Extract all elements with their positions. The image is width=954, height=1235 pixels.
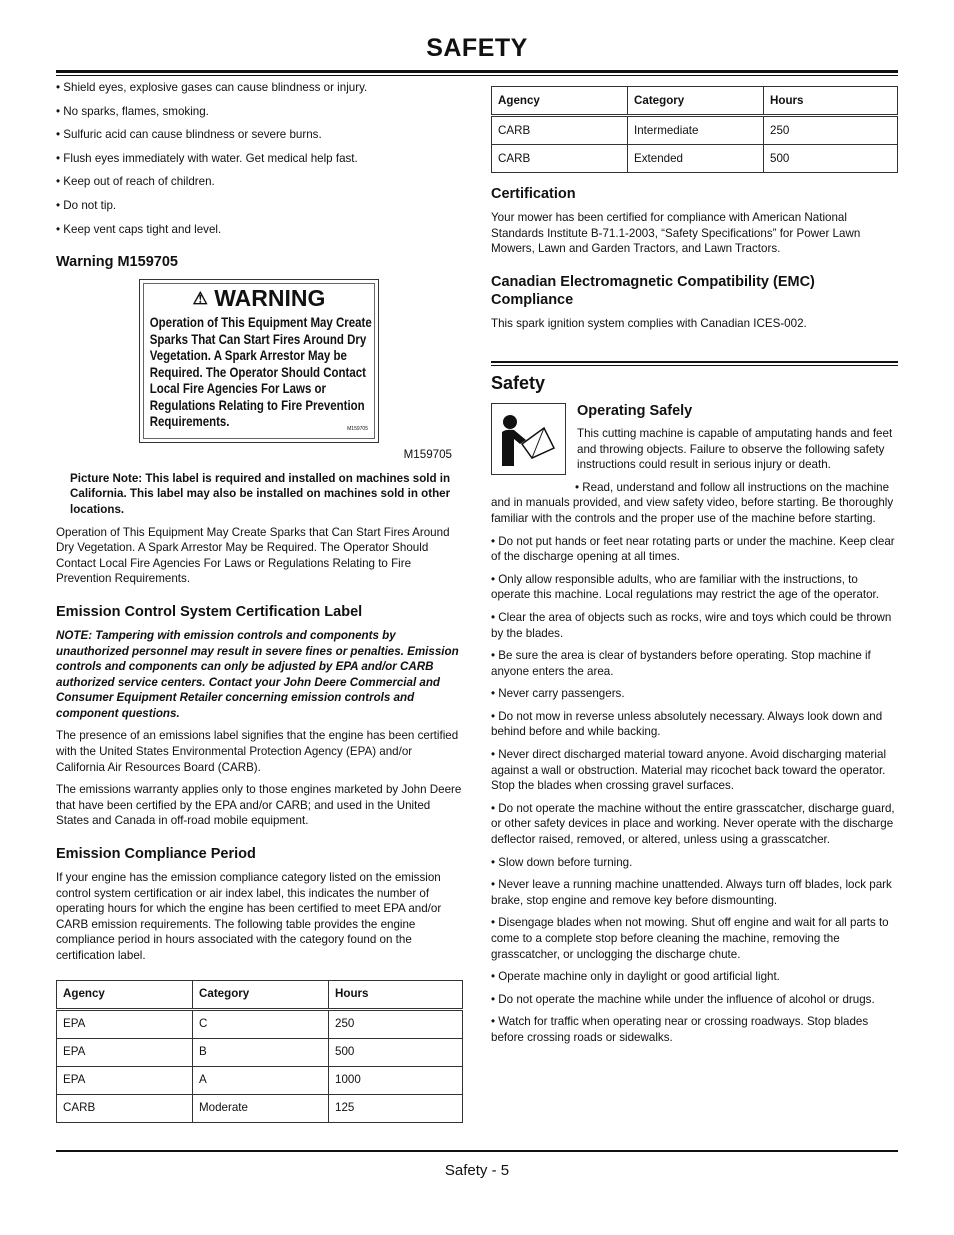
- list-item: • Flush eyes immediately with water. Get medical help fast.: [56, 151, 358, 165]
- list-item: • Do not operate the machine while under the influence of alcohol or drugs.: [491, 992, 875, 1006]
- list-item: • Never leave a running machine unattended. Always turn off blades, lock park brake, stop engine and remove key before dismounting.: [491, 878, 892, 907]
- safety-bullet-list: [491, 534, 898, 1046]
- emission-heading: Emission Control System Certification Label: [56, 603, 363, 620]
- table-cell: B: [193, 1038, 329, 1066]
- list-item: • Watch for traffic when operating near or crossing roadways. Stop blades before crossing roads or sidewalks.: [491, 1015, 869, 1044]
- emission-note: NOTE: Tampering with emission controls and components by unauthorized personnel may result in severe fines or penalties. Emission controls and components can only be adjusted by EPA and/or CARB authorized service centers. Contact your John Deere Commercial and Consumer Equipment Retailer concerning emission controls and component questions.: [56, 628, 459, 720]
- table-header: Hours: [329, 980, 463, 1009]
- list-item: • Shield eyes, explosive gases can cause blindness or injury.: [56, 81, 368, 94]
- compliance-heading: Emission Compliance Period: [56, 846, 256, 863]
- list-item: • Do not put hands or feet near rotating parts or under the machine. Keep clear of the discharge opening at all times.: [491, 534, 895, 564]
- table-cell: 1000: [329, 1066, 463, 1094]
- list-item: • Be sure the area is clear of bystanders before operating. Stop machine if anyone enters the area.: [491, 649, 871, 678]
- read-manual-icon: [491, 403, 566, 475]
- operating-safely-intro: This cutting machine is capable of amputating hands and feet and throwing objects. Failure to observe the following safety instructions could result in serious injury or death.: [577, 426, 893, 472]
- table-header: Hours: [764, 87, 898, 116]
- emc-paragraph: This spark ignition system complies with Canadian ICES-002.: [491, 316, 807, 330]
- table-header-row: [492, 87, 898, 116]
- table-header: Agency: [492, 87, 628, 116]
- table-cell: 250: [764, 116, 898, 145]
- table-cell: CARB: [57, 1094, 193, 1122]
- warning-label-code: M159705: [347, 425, 368, 432]
- list-item: • Disengage blades when not mowing. Shut off engine and wait for all parts to come to a complete stop before cleaning the machine, removing the grasscatcher, or unclogging the discharge chute.: [491, 916, 889, 961]
- table-row: [492, 145, 898, 173]
- first-safety-bullet: • Read, understand and follow all instructions on the machine and in manuals provided, and view safety video, before starting. Be thoroughly familiar with the controls and the proper use of the machine before starting.: [491, 480, 894, 525]
- table-cell: C: [193, 1009, 329, 1038]
- table-header-row: [57, 980, 463, 1009]
- table-row: [57, 1009, 463, 1038]
- safety-heading: Safety: [491, 373, 546, 394]
- warning-label-title: WARNING: [214, 285, 326, 312]
- list-item: • Operate machine only in daylight or good artificial light.: [491, 970, 780, 984]
- table-cell: 125: [329, 1094, 463, 1122]
- table-cell: Moderate: [193, 1094, 329, 1122]
- table-cell: Intermediate: [628, 116, 764, 145]
- list-item: • Do not mow in reverse unless absolutely necessary. Always look down and behind before and while backing.: [491, 709, 883, 739]
- left-column: [56, 80, 463, 1123]
- certification-paragraph: Your mower has been certified for compliance with American National Standards Institute B-71.1-2003, “Safety Specifications” for Power Lawn Mowers, Lawn and Garden Tractors, and Lawn Tractors.: [491, 211, 861, 256]
- warning-paragraph: Operation of This Equipment May Create Sparks that Can Start Fires Around Dry Vegetation. A Spark Arrestor May be Required. The Operator Should Contact Local Fire Agencies For Laws or Regulations Relating to Fire Prevention Requirements.: [56, 525, 450, 586]
- battery-bullet-list: [56, 80, 463, 237]
- right-column: [491, 86, 898, 1053]
- table-cell: 500: [764, 145, 898, 173]
- warning-heading: Warning M159705: [56, 254, 178, 271]
- table-cell: 250: [329, 1009, 463, 1038]
- table-cell: Extended: [628, 145, 764, 173]
- list-item: • Clear the area of objects such as rocks, wire and toys which could be thrown by the blades.: [491, 610, 892, 640]
- page-footer: Safety - 5: [444, 1162, 510, 1179]
- table-cell: CARB: [492, 145, 628, 173]
- header-rule: [56, 70, 898, 76]
- picture-note: Picture Note: This label is required and installed on machines sold in California. This label may also be installed on machines sold in other locations.: [70, 471, 451, 516]
- operating-safely-heading: Operating Safely: [577, 402, 693, 419]
- list-item: • Keep out of reach of children.: [56, 175, 215, 189]
- table-row: [57, 1038, 463, 1066]
- compliance-paragraph: If your engine has the emission compliance category listed on the emission control system certification or air index label, this indicates the number of operating hours for which the engine has been certified to meet EPA and/or CARB emission requirements. The following table provides the engine compliance period in hours associated with the category found on the certification label.: [56, 871, 442, 962]
- table-row: [492, 116, 898, 145]
- table-header: Category: [193, 980, 329, 1009]
- table-cell: 500: [329, 1038, 463, 1066]
- section-divider: [491, 361, 898, 366]
- list-item: • Slow down before turning.: [491, 855, 633, 869]
- warning-label-image: [139, 279, 379, 443]
- list-item: • Only allow responsible adults, who are familiar with the instructions, to operate this machine. Local regulations may restrict the age of the operator.: [491, 572, 879, 602]
- operating-safely-block: [491, 402, 898, 480]
- warning-triangle-icon: ⚠: [192, 289, 208, 309]
- warning-label-text: Operation of This Equipment May Create Sparks That Can Start Fires Around Dry Vegetation. A Spark Arrestor May be Required. The Operator Should Contact Local Fire Agencies For Laws or Regulations Relating to Fire Prevention Requirements.: [149, 314, 372, 430]
- table-header: Agency: [57, 980, 193, 1009]
- table-row: [57, 1094, 463, 1122]
- emc-heading: Canadian Electromagnetic Compatibility (EMC) Compliance: [491, 273, 815, 308]
- emission-paragraph-1: The presence of an emissions label signifies that the engine has been certified with the United States Environmental Protection Agency (EPA) and/or California Air Resources Board (CARB).: [56, 729, 459, 774]
- list-item: • Do not operate the machine without the entire grasscatcher, discharge guard, or other safety devices in place and working. Never operate with the discharge deflector raised, removed, or altered, unless using a grasscatcher.: [491, 801, 895, 847]
- list-item: • No sparks, flames, smoking.: [56, 104, 209, 118]
- list-item: • Never carry passengers.: [491, 687, 625, 701]
- table-cell: A: [193, 1066, 329, 1094]
- compliance-table-continued: [491, 86, 898, 173]
- compliance-table: [56, 980, 463, 1123]
- table-cell: CARB: [492, 116, 628, 145]
- table-row: [57, 1066, 463, 1094]
- label-id: M159705: [403, 448, 452, 462]
- table-cell: EPA: [57, 1038, 193, 1066]
- list-item: • Do not tip.: [56, 198, 117, 212]
- emission-paragraph-2: The emissions warranty applies only to those engines marketed by John Deere that have been certified by the EPA and/or CARB; and used in the United States and Canada in off-road mobile equipment.: [56, 783, 462, 828]
- list-item: • Keep vent caps tight and level.: [56, 222, 222, 236]
- certification-heading: Certification: [491, 186, 576, 202]
- list-item: • Never direct discharged material toward anyone. Avoid discharging material against a wall or obstruction. Material may ricochet back toward the operator. Stop the blades when crossing gravel surfaces.: [491, 748, 887, 793]
- table-header: Category: [628, 87, 764, 116]
- list-item: • Sulfuric acid can cause blindness or severe burns.: [56, 128, 322, 142]
- page-title: SAFETY: [426, 34, 528, 62]
- footer-rule: [56, 1150, 898, 1152]
- table-cell: EPA: [57, 1009, 193, 1038]
- table-cell: EPA: [57, 1066, 193, 1094]
